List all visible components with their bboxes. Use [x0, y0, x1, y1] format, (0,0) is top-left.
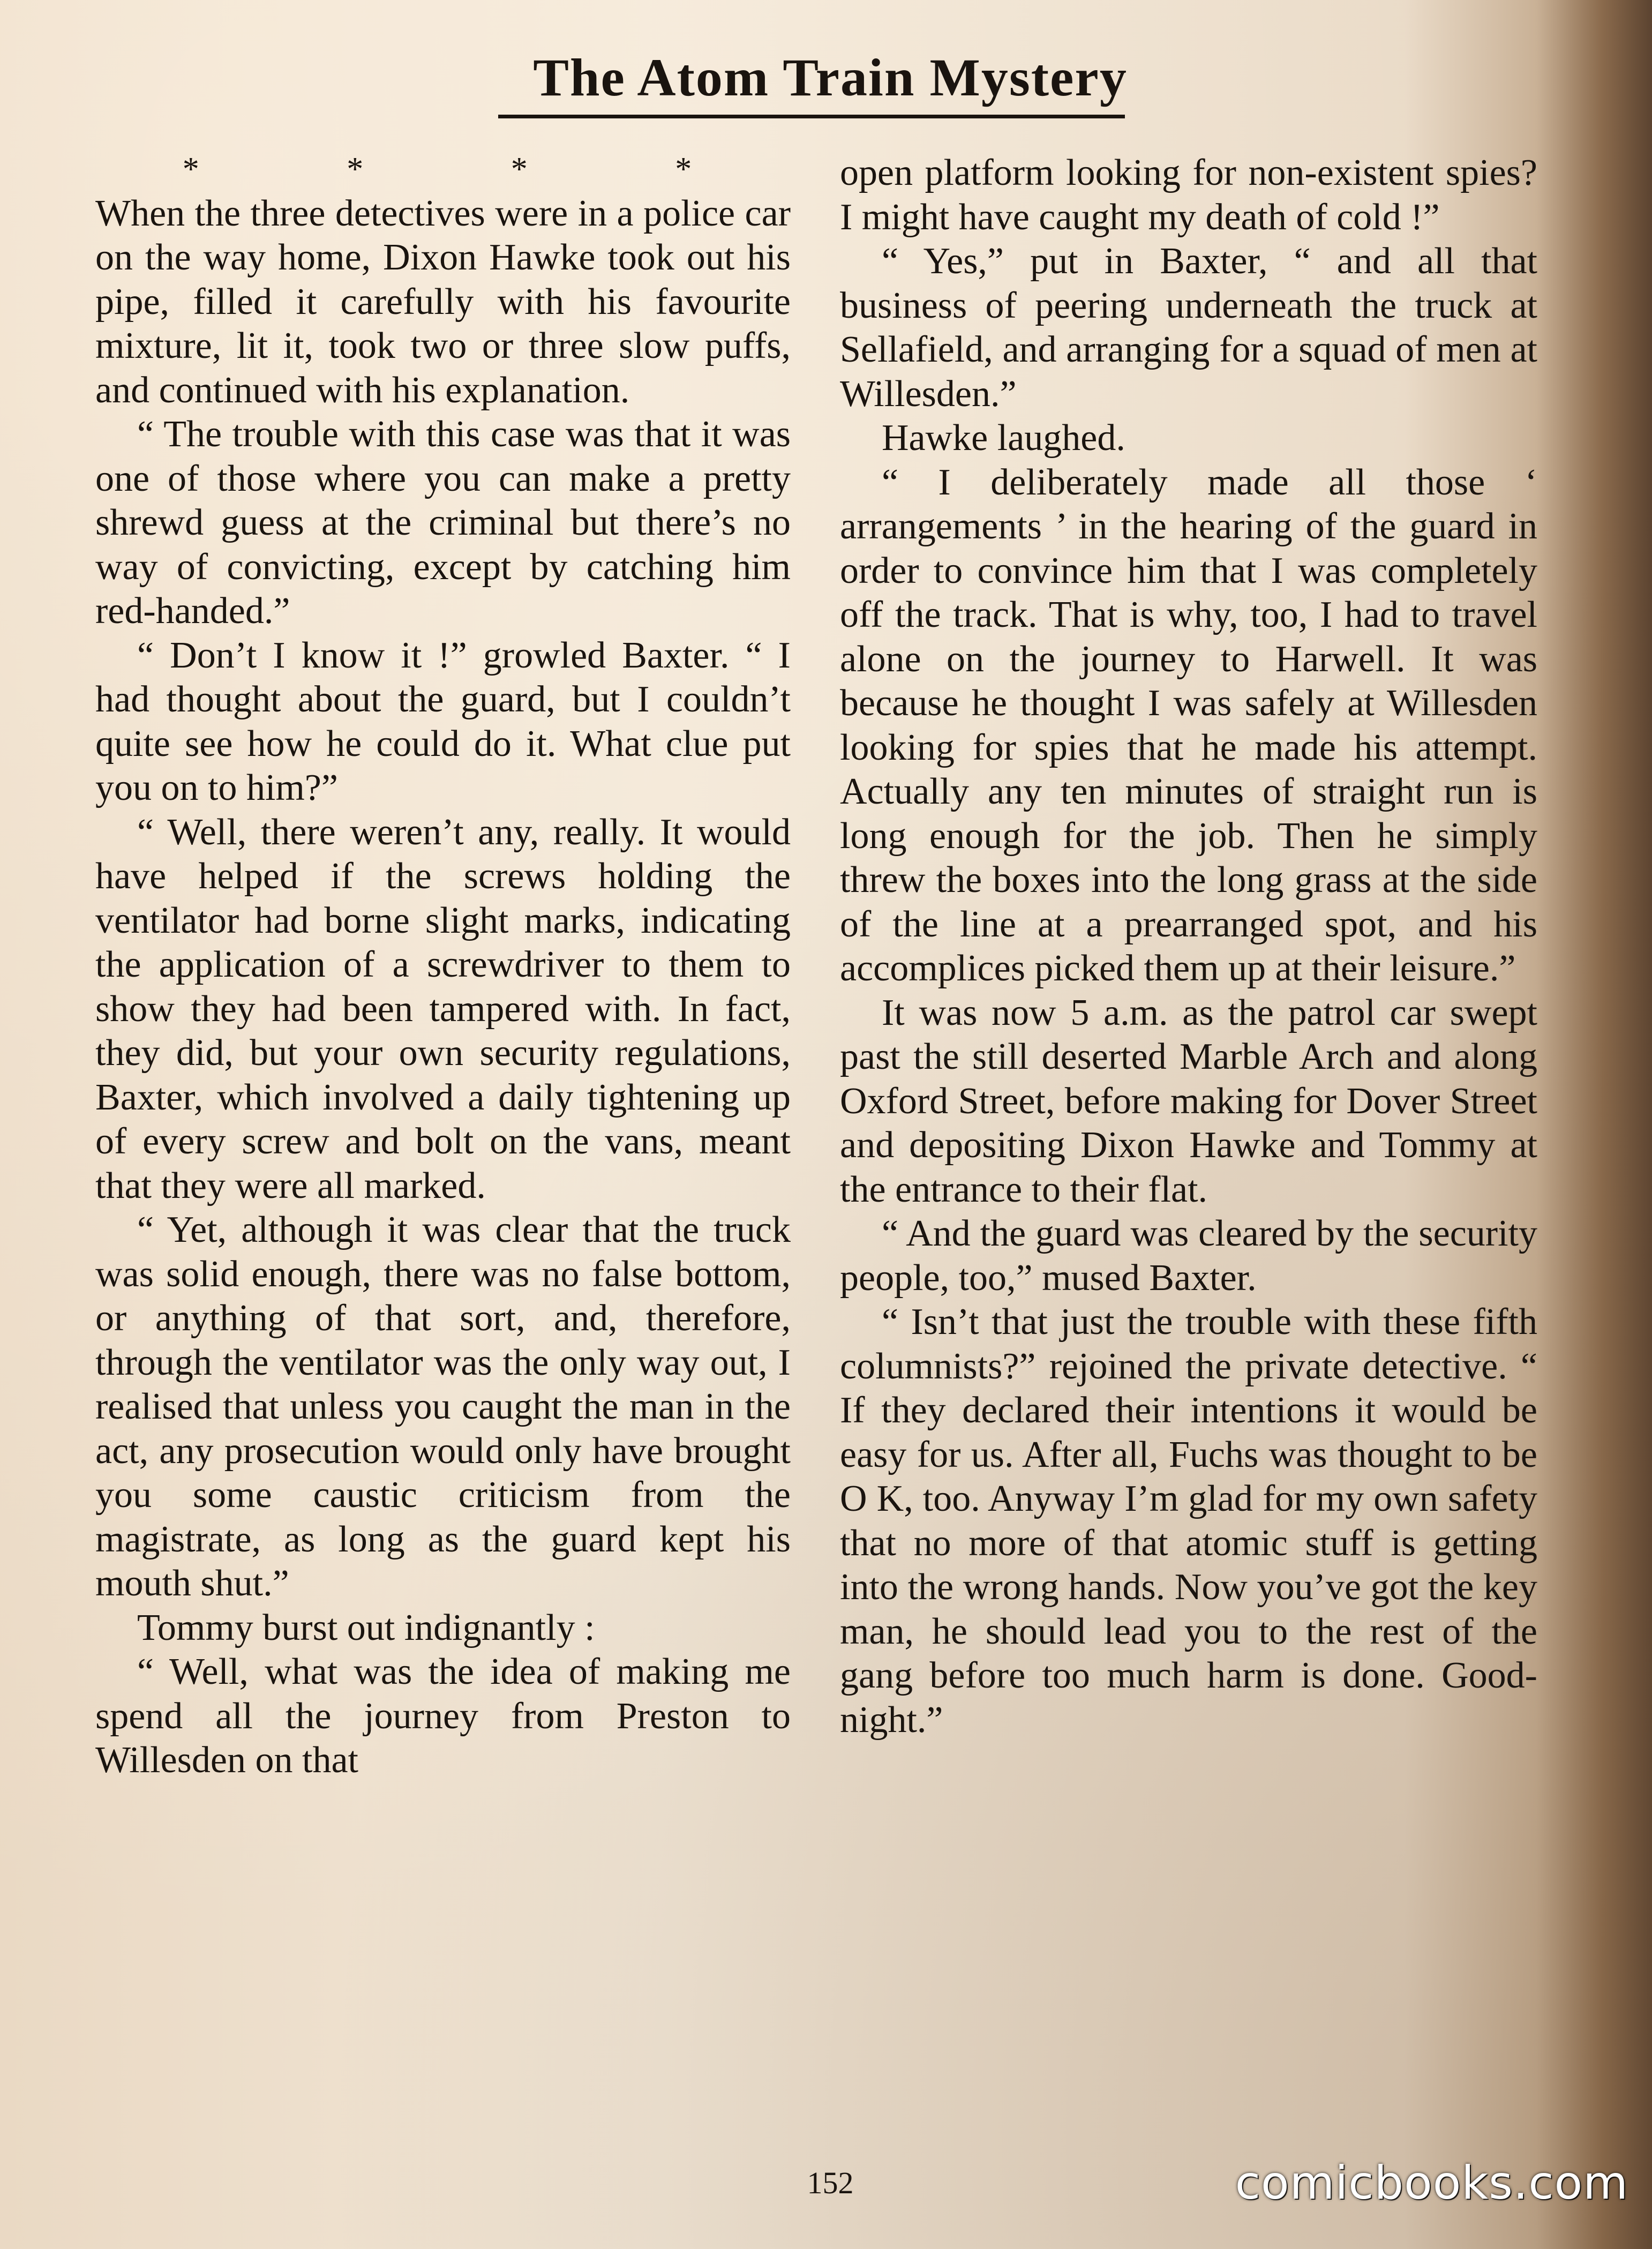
title-underline [498, 115, 1125, 118]
paragraph: “ Yet, although it was clear that the truck was solid enough, there was no false bottom, or anything of that sort, and, therefore, through the ventilator was the only way out, I realised that unless you caught the man in the act, any prosecution would only have brought you some caustic criticism from the magistrate, as long as the guard kept his mouth shut.” [95, 1209, 791, 1604]
right-column [840, 151, 1537, 1742]
paragraph: “ Well, what was the idea of making me spend all the journey from Preston to Willesden on that [95, 1651, 791, 1781]
page-number: 152 [807, 2165, 854, 2200]
paragraph: Tommy burst out indignantly : [137, 1607, 595, 1648]
paragraph: “ And the guard was cleared by the security people, too,” mused Baxter. [840, 1213, 1537, 1299]
paragraph: “ Yes,” put in Baxter, “ and all that business of peering underneath the truck at Sellafield, and arranging for a squad of men at Willesden.” [840, 241, 1537, 415]
paragraph: “ Don’t I know it !” growled Baxter. “ I had thought about the guard, but I couldn’t quite see how he could do it. What clue put you on to him?” [95, 634, 791, 808]
watermark-logo: comicbooks.com [1235, 2156, 1628, 2210]
paragraph: “ I deliberately made all those ‘ arrangements ’ in the hearing of the guard in order to convince him that I was completely off the track. That is why, too, I had to travel alone on the journey to Harwell. It was because he thought I was safely at Willesden looking for spies that he made his attempt. Actually any ten minutes of straight run is long enough for the job. Then he simply threw the boxes into the long grass at the side of the line at a prearranged spot, and his accomplices picked them up at their leisure.” [840, 461, 1537, 989]
section-separator: * * * * [182, 151, 762, 188]
paragraph: When the three detectives were in a police car on the way home, Dixon Hawke took out his pipe, filled it carefully with his favourite mixture, lit it, took two or three slow puffs, and continued with his explanation. [95, 192, 791, 411]
paragraph: “ Isn’t that just the trouble with these fifth columnists?” rejoined the private detective. “ If they declared their intentions it would be easy for us. After all, Fuchs was thought to be O K, too. Anyway I’m glad for my own safety that no more of that atomic stuff is getting into the wrong hands. Now you’ve got the key man, he should lead you to the rest of the gang before too much harm is done. Good-night.” [840, 1301, 1537, 1741]
page-title: The Atom Train Mystery [533, 48, 1128, 107]
paragraph: Hawke laughed. [882, 417, 1125, 459]
paragraph: open platform looking for non-existent spies? I might have caught my death of cold !” [840, 152, 1537, 238]
paragraph: “ Well, there weren’t any, really. It would have helped if the screws holding the ventilator had borne slight marks, indicating the application of a screwdriver to them to show they had been tampered with. In fact, they did, but your own security regulations, Baxter, which involved a daily tightening up of every screw and bolt on the vans, meant that they were all marked. [95, 811, 791, 1206]
paragraph: It was now 5 a.m. as the patrol car swept past the still deserted Marble Arch and along Oxford Street, before making for Dover Street and depositing Dixon Hawke and Tommy at the entrance to their flat. [840, 992, 1537, 1210]
paragraph: “ The trouble with this case was that it was one of those where you can make a pretty shrewd guess at the criminal but there’s no way of convicting, except by catching him red-handed.” [95, 414, 791, 632]
left-column [95, 147, 791, 1783]
